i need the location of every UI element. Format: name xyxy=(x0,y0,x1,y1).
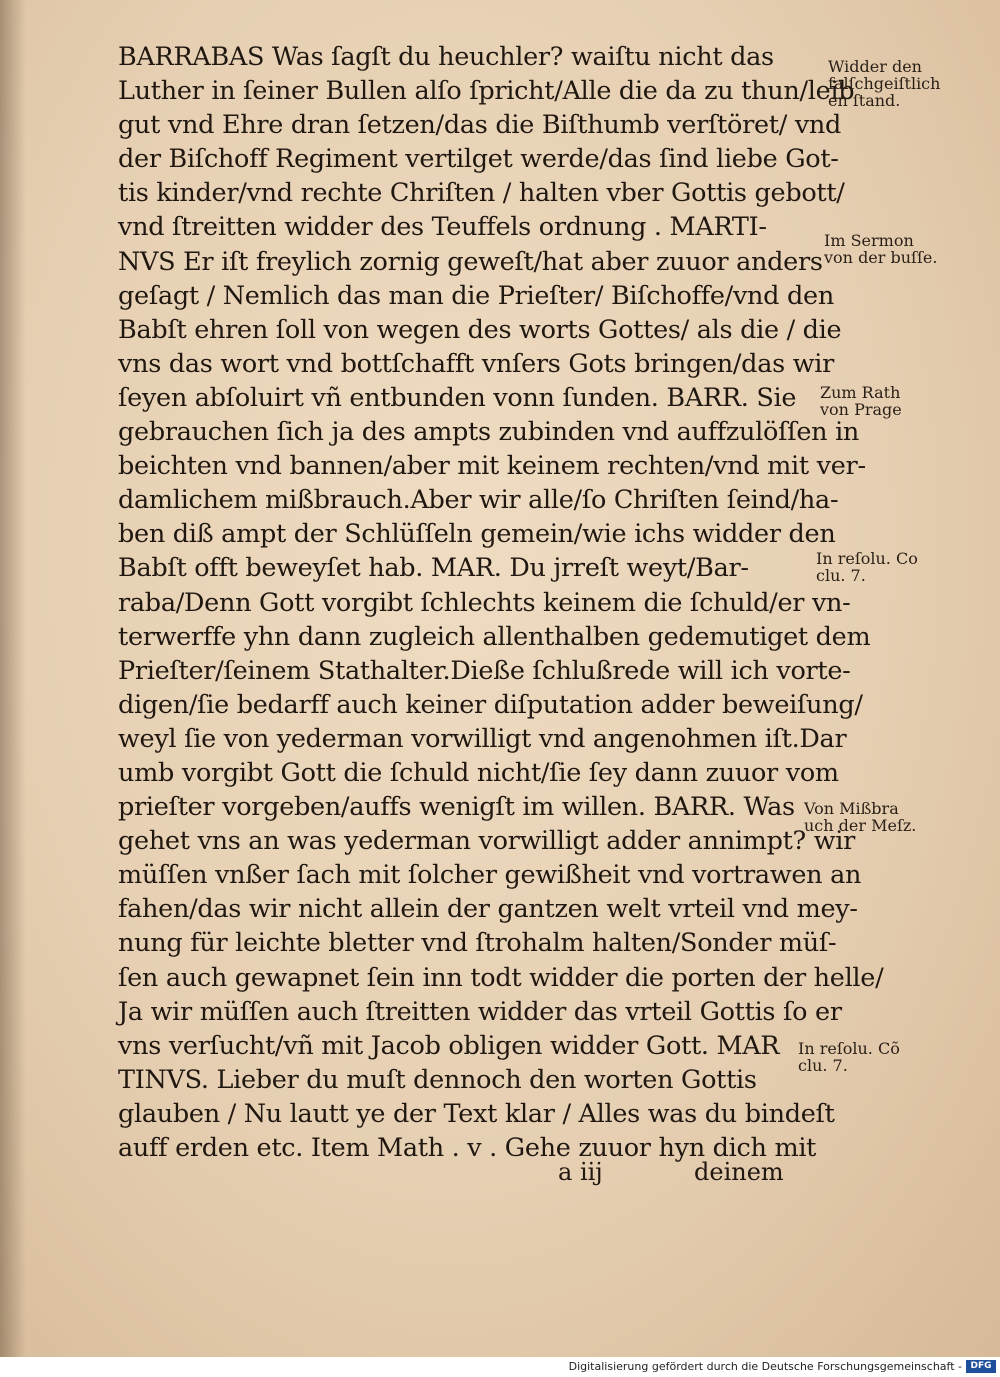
margin-note-4: In reſolu. Co clu. 7. xyxy=(816,549,918,585)
text-line: tis kinder/vnd rechte Chriſten / halten vber Gottis gebott/ xyxy=(118,178,845,209)
text-line: der Biſchoff Regiment vertilget werde/das ſind liebe Got- xyxy=(118,144,839,175)
margin-note-2: Im Sermon von der buſſe. xyxy=(824,231,938,267)
text-line: müſſen vnßer ſach mit ſolcher gewißheit vnd vortrawen an xyxy=(118,860,862,891)
text-line: vns das wort vnd bottſchafft vnſers Gots bringen/das wir xyxy=(118,348,834,379)
text-line: Babſt offt beweyſet hab. MAR. Du jrreſt weyt/Bar- xyxy=(118,553,749,584)
text-line: glauben / Nu lautt ye der Text klar / Alles was du bindeſt xyxy=(118,1098,835,1129)
text-line: terwerffe yhn dann zugleich allenthalben gedemutiget dem xyxy=(118,621,871,652)
text-line: raba/Denn Gott vorgibt ſchlechts keinem die ſchuld/er vn- xyxy=(118,587,851,618)
text-line: nung für leichte bletter vnd ſtrohalm halten/Sonder müſ- xyxy=(118,928,837,959)
text-line: Ja wir müſſen auch ſtreitten widder das vrteil Gottis ſo er xyxy=(118,996,842,1027)
text-line: BARRABAS Was ſagſt du heuchler? waiſtu nicht das xyxy=(118,42,774,72)
margin-note-1: Widder den falſchgeiſtlich en ſtand. xyxy=(828,57,941,110)
text-line: TINVS. Lieber du muſt dennoch den worten Gottis xyxy=(118,1064,757,1095)
text-line: Prieſter/ſeinem Stathalter.Dieße ſchlußrede will ich vorte- xyxy=(118,655,851,686)
text-line: umb vorgibt Gott die ſchuld nicht/ſie ſey dann zuuor vom xyxy=(118,757,839,788)
text-line: geſagt / Nemlich das man die Prieſter/ Biſchoffe/vnd den xyxy=(118,280,834,311)
text-line: gehet vns an was yederman vorwilligt adder annimpt? wir xyxy=(118,826,855,857)
text-line: vns verſucht/vñ mit Jacob obligen widder Gott. MAR xyxy=(118,1030,780,1061)
page-footer xyxy=(128,1158,808,1192)
signature-mark: a iij xyxy=(558,1158,603,1186)
text-line: gebrauchen ſich ja des ampts zubinden vnd auffzulöſſen in xyxy=(118,417,860,448)
catchword: deinem xyxy=(694,1158,784,1186)
text-line: ben diß ampt der Schlüſſeln gemein/wie ichs widder den xyxy=(118,519,836,550)
text-line: beichten vnd bannen/aber mit keinem rechten/vnd mit ver- xyxy=(118,451,866,482)
credit-bar xyxy=(0,1357,1000,1377)
text-line: gut vnd Ehre dran ſetzen/das die Biſthumb verſtöret/ vnd xyxy=(118,110,842,141)
text-line: ſen auch gewapnet ſein inn todt widder die porten der helle/ xyxy=(118,962,884,993)
margin-note-5: Von Mißbra uch der Meſz. xyxy=(804,799,917,835)
margin-note-3: Zum Rath von Prage xyxy=(820,383,902,419)
text-line: prieſter vorgeben/auffs wenigſt im willen. BARR. Was xyxy=(118,792,795,823)
credit-text: Digitalisierung gefördert durch die Deutsche Forschungsgemeinschaft - xyxy=(568,1360,962,1373)
text-line: ſeyen abſoluirt vñ entbunden vonn ſunden. BARR. Sie xyxy=(118,382,797,413)
dfg-logo: DFG xyxy=(966,1360,996,1373)
text-line: digen/ſie bedarff auch keiner diſputation adder beweiſung/ xyxy=(118,689,863,720)
text-line: Luther in ſeiner Bullen alſo ſpricht/Alle die da zu thun/leib xyxy=(118,76,855,107)
text-line: NVS Er iſt freylich zornig geweſt/hat aber zuuor anders xyxy=(118,246,823,277)
text-line: auff erden etc. Item Math . v . Gehe zuuor hyn dich mit xyxy=(118,1133,817,1163)
text-line: Babſt ehren ſoll von wegen des worts Gottes/ als die / die xyxy=(118,314,842,345)
text-line: weyl ſie von yederman vorwilligt vnd angenohmen iſt.Dar xyxy=(118,723,847,754)
margin-note-6: In reſolu. Cõ clu. 7. xyxy=(798,1039,900,1075)
text-line: fahen/das wir nicht allein der gantzen welt vrteil vnd mey- xyxy=(118,894,858,925)
text-line: vnd ſtreitten widder des Teuffels ordnung . MARTI- xyxy=(118,212,767,243)
text-line: damlichem mißbrauch.Aber wir alle/ſo Chriſten ſeind/ha- xyxy=(118,485,839,516)
